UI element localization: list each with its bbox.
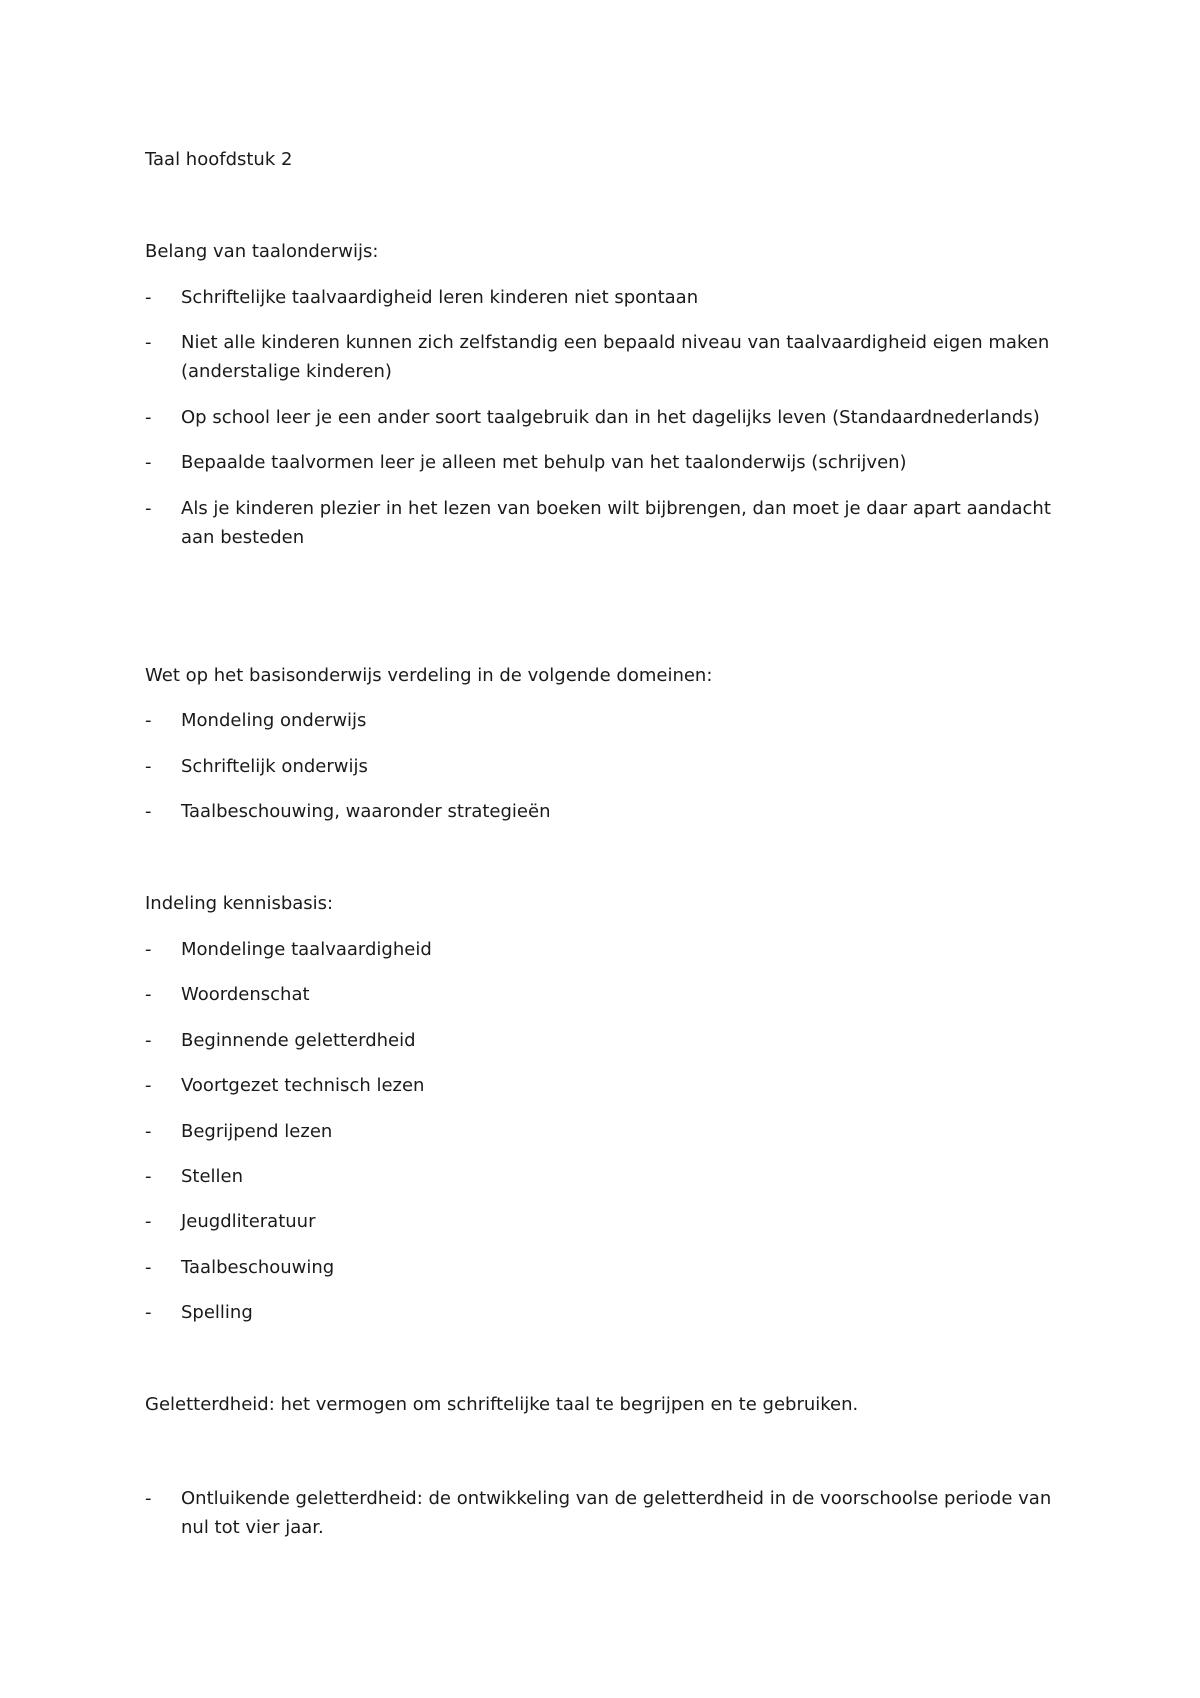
list-item-text: Mondeling onderwijs — [181, 710, 367, 731]
list-item-text: Spelling — [181, 1302, 253, 1323]
list-item-text: Ontluikende geletterdheid: de ontwikkeling van de geletterdheid in de voorschoolse periode van nul tot vier jaar. — [181, 1488, 1052, 1538]
list-item — [145, 494, 1075, 552]
document-title: Taal hoofdstuk 2 — [145, 149, 293, 170]
bullet-dash: - — [145, 1488, 152, 1509]
list-item — [145, 1207, 1075, 1236]
list-item — [145, 1253, 1075, 1282]
list-item-text: Schriftelijk onderwijs — [181, 756, 368, 777]
bullet-dash: - — [145, 1166, 152, 1187]
list-item-text: Bepaalde taalvormen leer je alleen met behulp van het taalonderwijs (schrijven) — [181, 452, 907, 473]
list-item-text: Woordenschat — [181, 984, 310, 1005]
list-item — [145, 1298, 1075, 1327]
list-item-text: Niet alle kinderen kunnen zich zelfstandig een bepaald niveau van taalvaardigheid eigen maken (anderstalige kinderen) — [181, 332, 1050, 382]
section-heading-belang: Belang van taalonderwijs: — [145, 241, 379, 262]
list-item — [145, 1162, 1075, 1191]
bullet-dash: - — [145, 498, 152, 519]
list-item-text: Begrijpend lezen — [181, 1121, 333, 1142]
bullet-dash: - — [145, 710, 152, 731]
list-item — [145, 328, 1075, 386]
bullet-dash: - — [145, 1211, 152, 1232]
bullet-dash: - — [145, 1302, 152, 1323]
list-item — [145, 797, 1075, 826]
list-item-text: Stellen — [181, 1166, 244, 1187]
bullet-dash: - — [145, 1121, 152, 1142]
list-item — [145, 935, 1075, 964]
list-item — [145, 1484, 1075, 1542]
list-item — [145, 448, 1075, 477]
list-item-text: Voortgezet technisch lezen — [181, 1075, 425, 1096]
list-item-text: Op school leer je een ander soort taalgebruik dan in het dagelijks leven (Standaardnederlands) — [181, 407, 1040, 428]
list-item — [145, 1117, 1075, 1146]
bullet-dash: - — [145, 756, 152, 777]
bullet-dash: - — [145, 1075, 152, 1096]
list-item — [145, 706, 1075, 735]
bullet-dash: - — [145, 407, 152, 428]
list-item — [145, 980, 1075, 1009]
list-item — [145, 403, 1075, 432]
list-item-text: Taalbeschouwing — [181, 1257, 335, 1278]
bullet-dash: - — [145, 287, 152, 308]
list-item — [145, 752, 1075, 781]
list-item — [145, 1026, 1075, 1055]
bullet-dash: - — [145, 332, 152, 353]
bullet-dash: - — [145, 1030, 152, 1051]
section-heading-domeinen: Wet op het basisonderwijs verdeling in de volgende domeinen: — [145, 665, 713, 686]
list-item-text: Als je kinderen plezier in het lezen van boeken wilt bijbrengen, dan moet je daar apart aandacht aan besteden — [181, 498, 1051, 548]
list-item-text: Beginnende geletterdheid — [181, 1030, 416, 1051]
bullet-dash: - — [145, 939, 152, 960]
section-heading-kennisbasis: Indeling kennisbasis: — [145, 893, 334, 914]
bullet-dash: - — [145, 984, 152, 1005]
definition-geletterdheid: Geletterdheid: het vermogen om schriftelijke taal te begrijpen en te gebruiken. — [145, 1394, 859, 1415]
list-item-text: Mondelinge taalvaardigheid — [181, 939, 432, 960]
list-item-text: Taalbeschouwing, waaronder strategieën — [181, 801, 551, 822]
bullet-dash: - — [145, 801, 152, 822]
list-item — [145, 1071, 1075, 1100]
bullet-dash: - — [145, 1257, 152, 1278]
list-item — [145, 283, 1075, 312]
list-item-text: Schriftelijke taalvaardigheid leren kinderen niet spontaan — [181, 287, 699, 308]
list-item-text: Jeugdliteratuur — [181, 1211, 316, 1232]
bullet-dash: - — [145, 452, 152, 473]
